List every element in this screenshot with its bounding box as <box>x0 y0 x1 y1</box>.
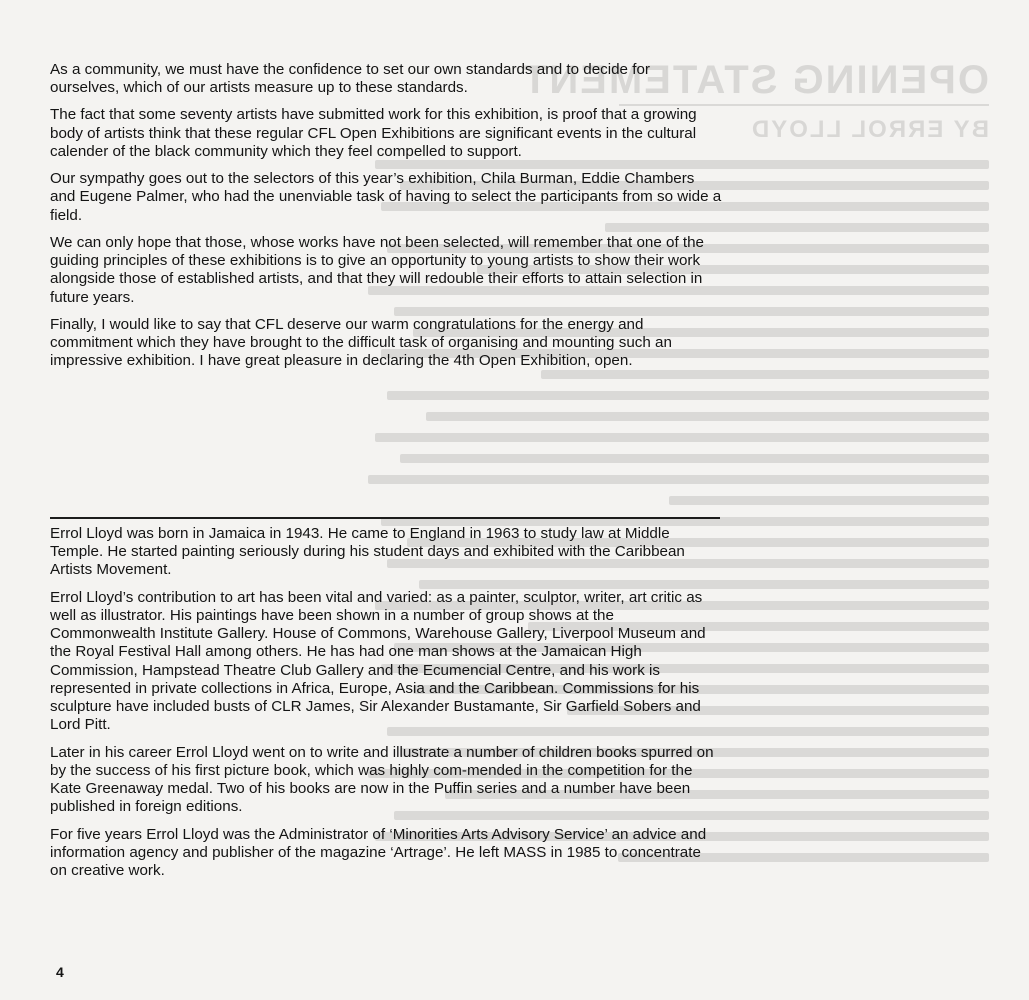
show-through-byline: BY ERROL LLOYD <box>749 116 989 143</box>
section-divider <box>50 517 720 519</box>
statement-text <box>50 61 722 380</box>
biography-paragraph: Errol Lloyd’s contribution to art has been vital and varied: as a painter, sculptor, writer, art critic as well as illustrator. His paintings have been shown in a number of group shows at the Commonwealth Institute Gallery. House of Commons, Warehouse Gallery, Liverpool Museum and the Royal Festival Hall among others. He has had one man shows at the Jamaican High Commission, Hampstead Theatre Club Gallery and the Ecumencial Centre, and his work is represented in private collections in Africa, Europe, Asia and the Caribbean. Commissions for his sculpture have included busts of CLR James, Sir Alexander Bustamante, Sir Garfield Sobers and Lord Pitt. <box>50 588 706 734</box>
statement-paragraph: Finally, I would like to say that CFL deserve our warm congratulations for the energy and commitment which they have brought to the difficult task of organising and mounting such an impressive exhibition. I have great pleasure in declaring the 4th Open Exhibition, open. <box>50 315 672 370</box>
biography-text <box>50 525 722 889</box>
statement-paragraph: As a community, we must have the confidence to set our own standards and to decide for ourselves, which of our artists measure up to these standards. <box>50 61 650 97</box>
statement-paragraph: We can only hope that those, whose works have not been selected, will remember that one of the guiding principles of these exhibitions is to give an opportunity to young artists to show their work alongside those of established artists, and that they will redouble their efforts to attain selection in future years. <box>50 233 705 306</box>
biography-paragraph: Later in his career Errol Lloyd went on to write and illustrate a number of children books spurred on by the success of his first picture book, which was highly com-mended in the competition for the Kate Greenaway medal. Two of his books are now in the Puffin series and a number have been published in foreign editions. <box>50 743 714 816</box>
statement-paragraph: Our sympathy goes out to the selectors of this year’s exhibition, Chila Burman, Eddie Chambers and Eugene Palmer, who had the unenviable task of having to select the participants from so wide a field. <box>50 170 722 224</box>
statement-paragraph: The fact that some seventy artists have submitted work for this exhibition, is proof that a growing body of artists think that these regular CFL Open Exhibitions are significant events in the cultural calender of the black community which they feel compelled to support. <box>50 106 697 160</box>
show-through-title: OPENING STATEMENT <box>520 58 989 102</box>
page-number: 4 <box>56 964 64 980</box>
biography-paragraph: For five years Errol Lloyd was the Administrator of ‘Minorities Arts Advisory Service’ an advice and information agency and publisher of the magazine ‘Artrage’. He left MASS in 1985 to concentrate on creative work. <box>50 825 707 879</box>
biography-paragraph: Errol Lloyd was born in Jamaica in 1943. He came to England in 1963 to study law at Middle Temple. He started painting seriously during his student days and exhibited with the Caribbean Artists Movement. <box>50 525 685 579</box>
